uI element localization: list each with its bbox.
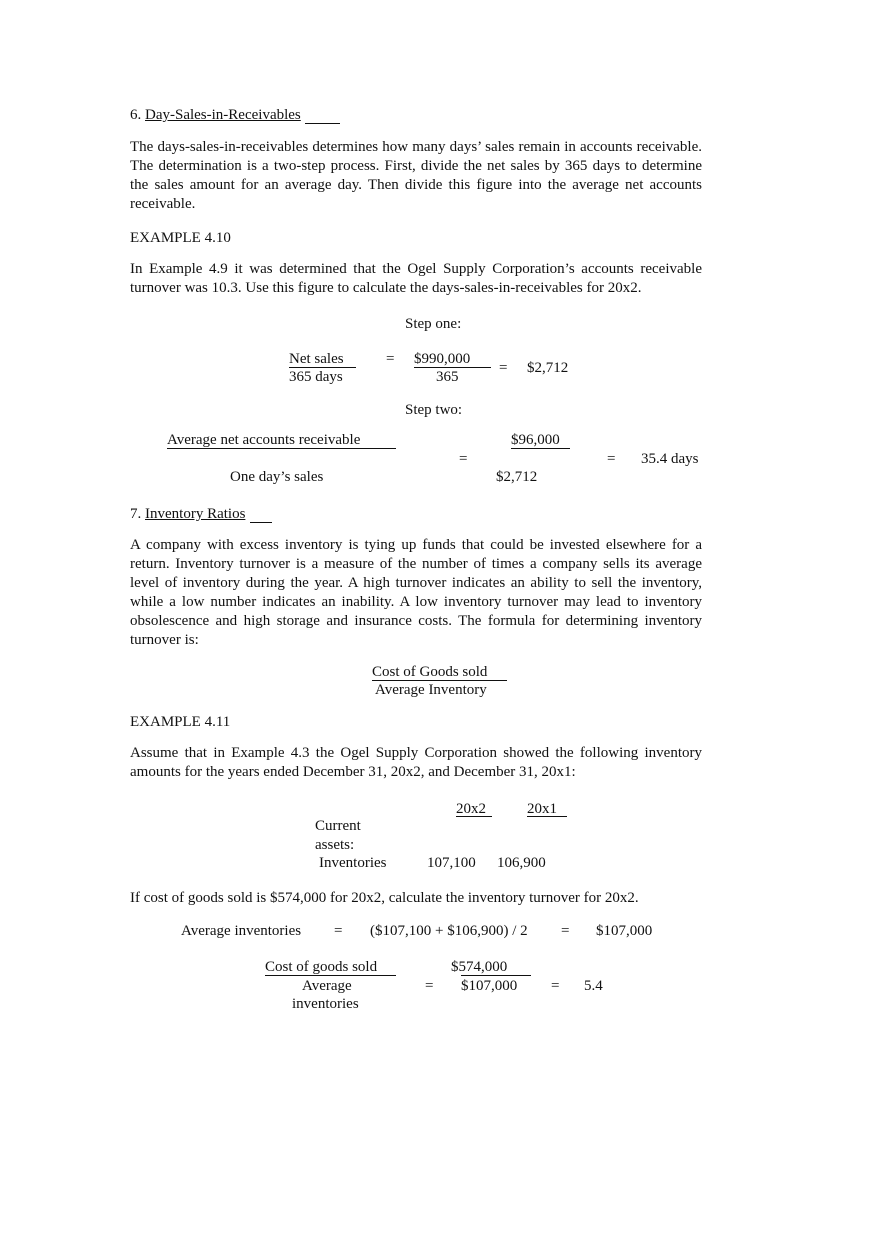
turnover-denominator-line-2: inventories — [292, 996, 359, 1012]
turnover-value-numerator: $574,000 — [451, 959, 508, 975]
example-4-10-title: EXAMPLE 4.10 — [130, 230, 231, 246]
step-two-equals-1: = — [459, 451, 468, 467]
column-underline — [456, 816, 492, 817]
fraction-bar — [461, 975, 531, 976]
section-7-heading — [130, 505, 245, 523]
step-two-value-numerator: $96,000 — [511, 432, 560, 448]
step-one-numerator: Net sales — [289, 351, 344, 367]
formula-denominator: Average Inventory — [375, 682, 487, 698]
section-7-number: 7. — [130, 506, 142, 522]
turnover-value-denominator: $107,000 — [461, 978, 518, 994]
fraction-bar — [265, 975, 396, 976]
avg-inventories-label: Average inventories — [181, 923, 302, 939]
step-one-result: $2,712 — [527, 360, 569, 376]
heading-underline-tail — [305, 123, 340, 124]
step-one-value-numerator: $990,000 — [414, 351, 471, 367]
section-7-paragraph: A company with excess inventory is tying up funds that could be invested elsewhere for a return. Inventory turnover is a measure of the number of times a company sells its average level of inventory during the year. A high turnover indicates an ability to sell the inventory, while a low number indicates an inability. A low inventory turnover may lead to inventory obsolescence and high storage and insurance costs. The formula for determining inventory turnover is: — [130, 537, 702, 648]
turnover-result: 5.4 — [584, 978, 603, 994]
section-6-heading — [130, 106, 301, 124]
section-6-title: Day-Sales-in-Receivables — [145, 107, 301, 123]
avg-result: $107,000 — [596, 923, 653, 939]
step-two-denominator: One day’s sales — [230, 469, 324, 485]
section-6-number: 6. — [130, 107, 142, 123]
table-header-20x1: 20x1 — [527, 801, 557, 817]
turnover-numerator: Cost of goods sold — [265, 959, 378, 975]
turnover-equals-1: = — [425, 978, 434, 994]
step-one-equals-2: = — [499, 360, 508, 376]
turnover-equals-2: = — [551, 978, 560, 994]
avg-equals-2: = — [561, 923, 570, 939]
section-6-paragraph: The days-sales-in-receivables determines how many days’ sales remain in accounts receivable. The determination is a two-step process. First, divide the net sales by 365 days to determine the sales amount for an average day. Then divide this figure into the average net accounts receivable. — [130, 139, 702, 212]
step-two-value-denominator: $2,712 — [496, 469, 538, 485]
turnover-denominator-line-1: Average — [302, 978, 352, 994]
step-one-denominator: 365 days — [289, 369, 343, 385]
step-one-value-denominator: 365 — [436, 369, 459, 385]
formula-numerator: Cost of Goods sold — [372, 664, 488, 680]
step-two-equals-2: = — [607, 451, 616, 467]
column-underline — [527, 816, 567, 817]
table-header-20x2: 20x2 — [456, 801, 486, 817]
section-7-title: Inventory Ratios — [145, 506, 246, 522]
step-two-result: 35.4 days — [641, 451, 699, 467]
table-group-label-line-2: assets: — [315, 837, 355, 853]
step-two-numerator: Average net accounts receivable — [167, 432, 361, 448]
example-4-11-title: EXAMPLE 4.11 — [130, 714, 231, 730]
step-one-equals-1: = — [386, 351, 395, 367]
heading-underline-tail — [250, 522, 272, 523]
table-cell-20x2: 107,100 — [427, 855, 476, 871]
fraction-bar — [167, 448, 396, 449]
fraction-bar — [511, 448, 570, 449]
example-4-11-question: If cost of goods sold is $574,000 for 20x2, calculate the inventory turnover for 20x2. — [130, 890, 639, 906]
example-4-10-paragraph: In Example 4.9 it was determined that the Ogel Supply Corporation’s accounts receivable turnover was 10.3. Use this figure to calculate the days-sales-in-receivables for 20x2. — [130, 261, 702, 296]
step-one-label: Step one: — [405, 316, 462, 332]
table-row-label: Inventories — [319, 855, 387, 871]
table-cell-20x1: 106,900 — [497, 855, 546, 871]
avg-equals-1: = — [334, 923, 343, 939]
avg-expression: ($107,100 + $106,900) / 2 — [370, 923, 528, 939]
table-group-label-line-1: Current — [315, 818, 361, 834]
example-4-11-paragraph: Assume that in Example 4.3 the Ogel Supply Corporation showed the following inventory amounts for the years ended December 31, 20x2, and December 31, 20x1: — [130, 745, 702, 780]
step-two-label: Step two: — [405, 402, 463, 418]
